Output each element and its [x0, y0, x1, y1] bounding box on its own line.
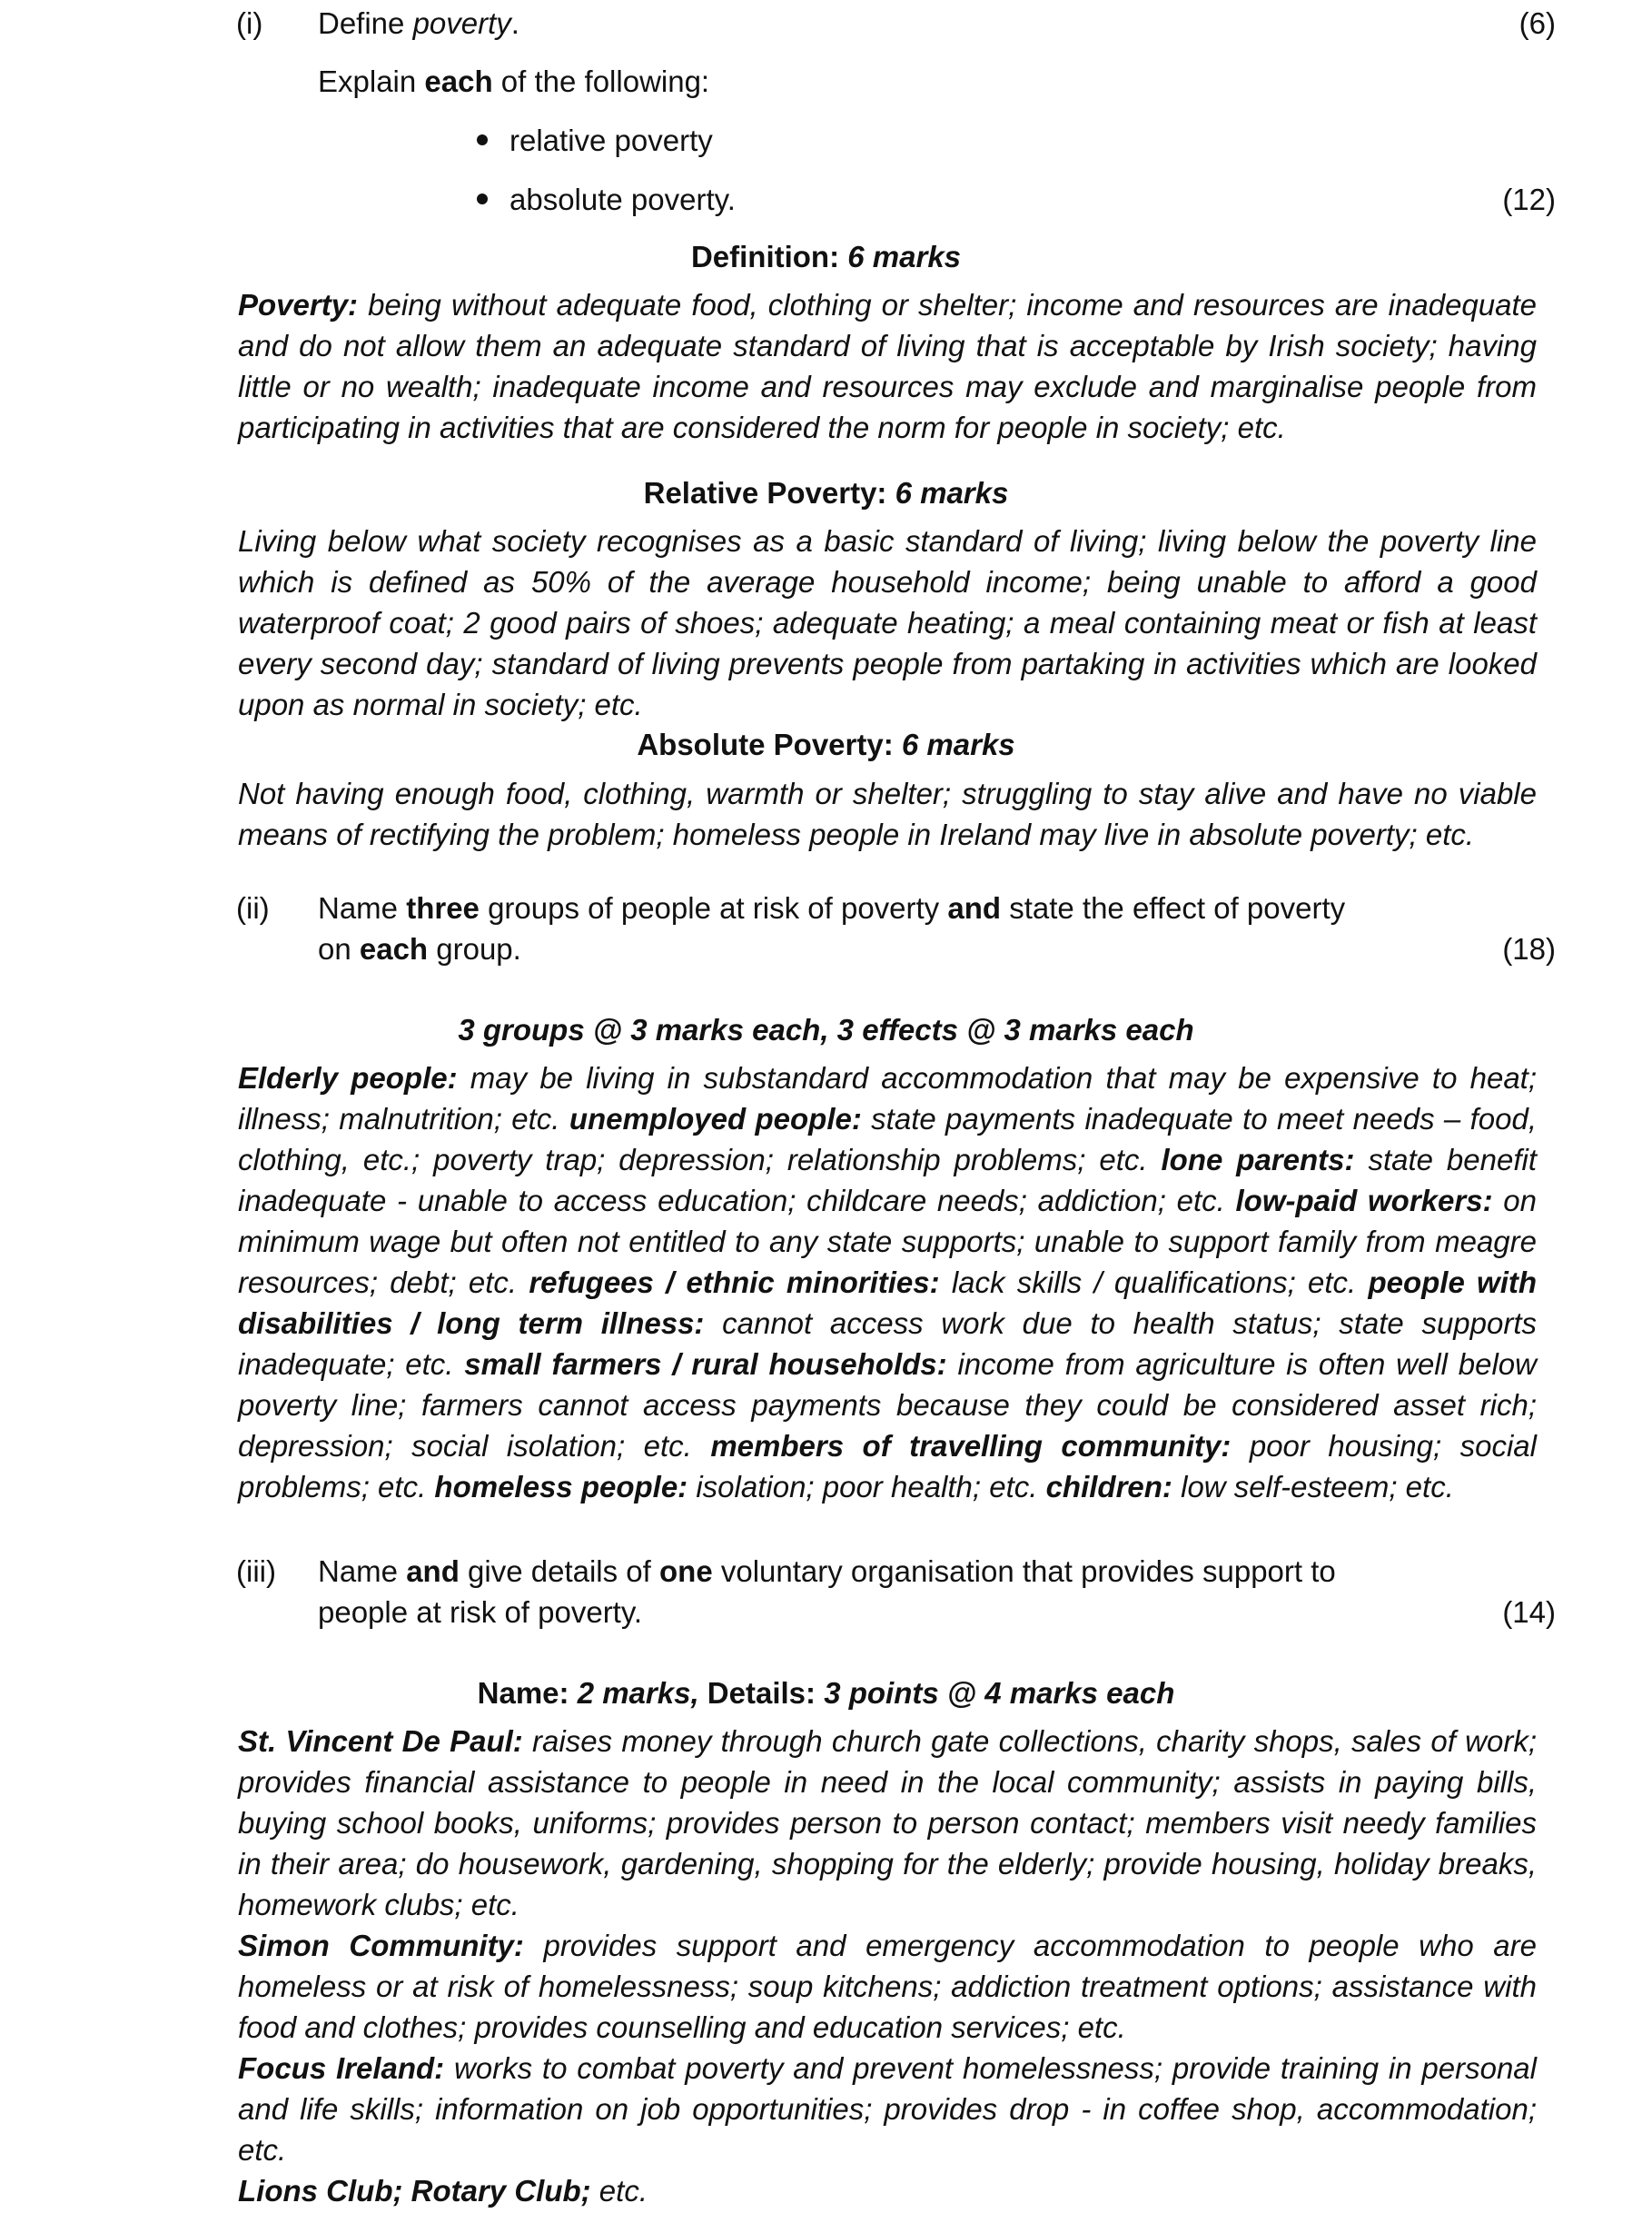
- heading-marks: 3 points @ 4 marks each: [824, 1676, 1175, 1710]
- heading-marks: 6 marks: [895, 476, 1009, 510]
- relative-poverty-paragraph: Living below what society recognises as a basic standard of living; living below the poverty line which is defined as 50% of the average household income; being unable to afford a good waterproof coat; 2 good pairs of shoes; adequate heating; a meal containing meat or fish at least every second day; standard of living prevents people from partaking in activities which are looked upon as normal in society; etc.: [238, 524, 1537, 721]
- marks-ii: (18): [1502, 932, 1556, 966]
- group-name: refugees / ethnic minorities:: [529, 1265, 940, 1299]
- organisation-details: works to combat poverty and prevent homelessness; provide training in personal and life skills; information on job opportunities; provides drop - in coffee shop, accommodation; etc.: [238, 2051, 1537, 2167]
- heading-marks: 6 marks: [847, 240, 962, 273]
- organisation-paragraph: [238, 2170, 1537, 2211]
- group-effect: state payments inadequate to meet needs – food, clothing, etc.; poverty trap; depression; relationship problems; etc.: [238, 1102, 1537, 1176]
- group-name: lone parents:: [1161, 1143, 1355, 1176]
- prompt-term: poverty: [412, 6, 511, 40]
- group-effect: cannot access work due to health status; state supports inadequate; etc.: [238, 1306, 1538, 1381]
- question-i-explain: [318, 61, 709, 102]
- organisation-paragraph: [238, 1925, 1537, 2048]
- question-ii-prompt-line2: [318, 928, 521, 969]
- group-effect: lack skills / qualifications; etc.: [939, 1265, 1369, 1299]
- group-name: low-paid workers:: [1235, 1184, 1493, 1217]
- organisation-paragraph: [238, 2048, 1537, 2170]
- organisation-paragraph: [238, 1721, 1537, 1925]
- heading-label: Definition:: [690, 240, 840, 273]
- marks-i-define: (6): [1518, 6, 1556, 40]
- heading-label: Absolute Poverty:: [637, 728, 894, 761]
- group-name: people with disabilities / long term illness:: [238, 1265, 1538, 1340]
- groups-heading: 3 groups @ 3 marks each, 3 effects @ 3 marks each: [458, 1013, 1194, 1047]
- organisation-heading: [0, 1672, 1652, 1713]
- prompt-text-end: .: [510, 6, 519, 40]
- explain-text-end: of the following:: [492, 65, 710, 98]
- explain-bold: each: [424, 65, 493, 98]
- relative-poverty-heading: [0, 472, 1652, 513]
- organisation-name: Lions Club; Rotary Club;: [238, 2174, 591, 2208]
- bullet-icon: [477, 194, 488, 204]
- group-effect: may be living in substandard accommodation that may be expensive to heat; illness; malnutrition; etc.: [238, 1061, 1538, 1136]
- organisation-name: St. Vincent De Paul:: [238, 1724, 523, 1758]
- heading-label: Relative Poverty:: [643, 476, 887, 510]
- organisation-details: provides support and emergency accommodation to people who are homeless or at risk of homelessness; soup kitchens; addiction treatment options; assistance with food and clothes; provides counselling and education services; etc.: [238, 1929, 1537, 2044]
- prompt-text: Name: [318, 891, 407, 925]
- definition-paragraph: [238, 284, 1537, 448]
- bullet-icon: [477, 134, 488, 145]
- question-i-prompt: [318, 3, 519, 44]
- heading-label: Name:: [477, 1676, 569, 1710]
- heading-label: Details:: [707, 1676, 816, 1710]
- group-name: homeless people:: [434, 1470, 688, 1503]
- bullet-item: [477, 179, 736, 220]
- organisation-name: Focus Ireland:: [238, 2051, 445, 2085]
- definition-heading: [0, 236, 1652, 277]
- group-effect: on minimum wage but often not entitled to any state supports; unable to support family from meagre resources; debt; etc.: [238, 1184, 1537, 1299]
- group-effect: low self-esteem; etc.: [1172, 1470, 1454, 1503]
- prompt-text: Define: [318, 6, 413, 40]
- prompt-bold: and: [406, 1554, 460, 1588]
- groups-paragraph: [238, 1057, 1537, 1507]
- bullet-item: [477, 120, 713, 161]
- bullet-label: relative poverty: [509, 124, 713, 157]
- prompt-text: voluntary organisation that provides support to: [712, 1554, 1336, 1588]
- absolute-poverty-heading: [0, 724, 1652, 765]
- group-name: unemployed people:: [569, 1102, 862, 1136]
- explain-text: Explain: [318, 65, 425, 98]
- question-number-iii: (iii): [236, 1554, 276, 1588]
- definition-text: being without adequate food, clothing or shelter; income and resources are inadequate and do not allow them an adequate standard of living that is acceptable by Irish society; having little or no wealth; inadequate income and resources may exclude and marginalise people from participating in activities that are considered the norm for people in society; etc.: [238, 288, 1538, 444]
- prompt-bold: each: [359, 932, 429, 966]
- prompt-text: state the effect of poverty: [1001, 891, 1346, 925]
- group-name: small farmers / rural households:: [464, 1347, 947, 1381]
- question-iii-prompt-line2: people at risk of poverty.: [318, 1595, 643, 1629]
- group-name: Elderly people:: [238, 1061, 458, 1095]
- prompt-bold: and: [947, 891, 1002, 925]
- prompt-text: give details of: [459, 1554, 659, 1588]
- group-effect: income from agriculture is often well below poverty line; farmers cannot access payments because they could be considered asset rich; depression; social isolation; etc.: [238, 1347, 1537, 1463]
- question-number-ii: (ii): [236, 891, 270, 925]
- prompt-text: groups of people at risk of poverty: [479, 891, 948, 925]
- organisation-details: raises money through church gate collections, charity shops, sales of work; provides financial assistance to people in need in the local community; assists in paying bills, buying school books, uniforms; provides person to person contact; members visit needy families in their area; do housework, gardening, shopping for the elderly; provide housing, holiday breaks, homework clubs; etc.: [238, 1724, 1537, 1921]
- question-iii-prompt-line1: [318, 1551, 1336, 1592]
- heading-marks: 6 marks: [901, 728, 1015, 761]
- marks-iii: (14): [1502, 1595, 1556, 1629]
- group-effect: state benefit inadequate - unable to access education; childcare needs; addiction; etc.: [238, 1143, 1538, 1217]
- group-effect: poor housing; social problems; etc.: [238, 1429, 1537, 1503]
- question-ii-prompt-line1: [318, 888, 1345, 928]
- prompt-text: group.: [428, 932, 521, 966]
- prompt-bold: one: [659, 1554, 713, 1588]
- group-name: children:: [1045, 1470, 1172, 1503]
- prompt-bold: three: [406, 891, 480, 925]
- absolute-poverty-paragraph: Not having enough food, clothing, warmth or shelter; struggling to stay alive and have no viable means of rectifying the problem; homeless people in Ireland may live in absolute poverty; etc.: [238, 777, 1537, 851]
- prompt-text: Name: [318, 1554, 407, 1588]
- question-number-i: (i): [236, 6, 263, 40]
- group-name: members of travelling community:: [710, 1429, 1232, 1463]
- definition-term: Poverty:: [238, 288, 359, 322]
- bullet-label: absolute poverty.: [509, 183, 736, 216]
- prompt-text: on: [318, 932, 360, 966]
- organisation-details: etc.: [590, 2174, 648, 2208]
- marks-i-explain: (12): [1502, 183, 1556, 216]
- organisation-name: Simon Community:: [238, 1929, 524, 1962]
- heading-marks: 2 marks,: [577, 1676, 699, 1710]
- group-effect: isolation; poor health; etc.: [688, 1470, 1046, 1503]
